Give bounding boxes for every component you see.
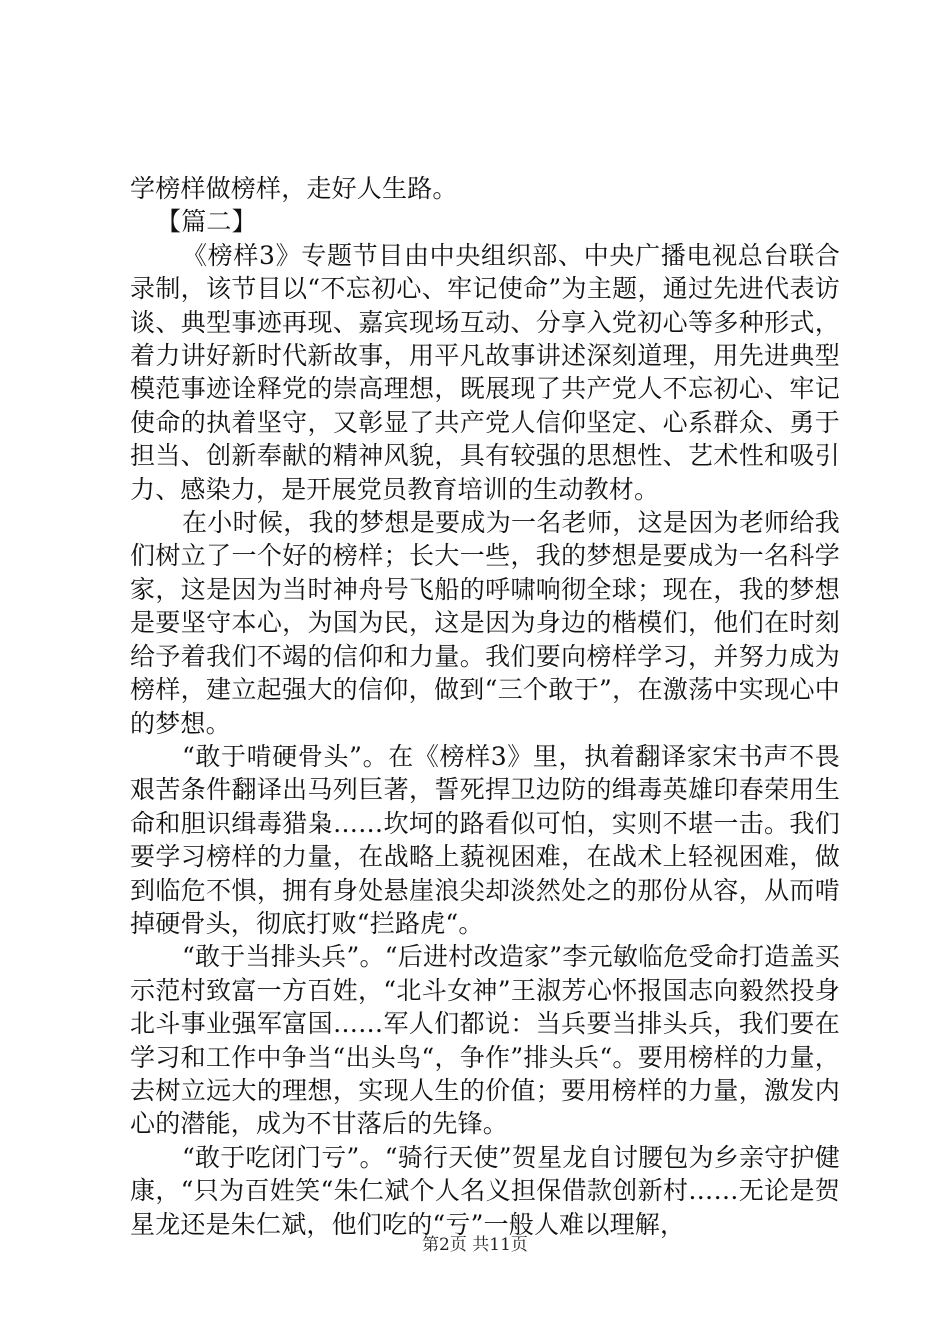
paragraph: “敢于当排头兵”。“后进村改造家”李元敏临危受命打造盖买示范村致富一方百姓，“北斗女神”王淑芳心怀报国志向毅然投身北斗事业强军富国……军人们都说：当兵要当排头兵，我们要在学习和工作中争当“出头鸟“，争作”排头兵“。要用榜样的力量，去树立远大的理想，实现人生的价值；要用榜样的力量，激发内心的潜能，成为不甘落后的先锋。 — [130, 942, 840, 1139]
section-heading: 【篇二】 — [156, 207, 257, 237]
document-body — [130, 172, 840, 1241]
paragraph: 《榜样3》专题节目由中央组织部、中央广播电视总台联合录制，该节目以“不忘初心、牢记使命”为主题，通过先进代表访谈、典型事迹再现、嘉宾现场互动、分享入党初心等多种形式，着力讲好新时代新故事，用平凡故事讲述深刻道理，用先进典型模范事迹诠释党的崇高理想，既展现了共产党人不忘初心、牢记使命的执着坚守，又彰显了共产党人信仰坚定、心系群众、勇于担当、创新奉献的精神风貌，具有较强的思想性、艺术性和吸引力、感染力，是开展党员教育培训的生动教材。 — [130, 240, 840, 504]
paragraph: 在小时候，我的梦想是要成为一名老师，这是因为老师给我们树立了一个好的榜样；长大一些，我的梦想是要成为一名科学家，这是因为当时神舟号飞船的呼啸响彻全球；现在，我的梦想是要坚守本心，为国为民，这是因为身边的楷模们，他们在时刻给予着我们不竭的信仰和力量。我们要向榜样学习，并努力成为榜样，建立起强大的信仰，做到“三个敢于”，在激荡中实现心中的梦想。 — [130, 508, 840, 738]
paragraph: “敢于吃闭门亏”。“骑行天使”贺星龙自讨腰包为乡亲守护健康，“只为百姓笑“朱仁斌个人名义担保借款创新村……无论是贺星龙还是朱仁斌，他们吃的“亏”一般人难以理解， — [130, 1142, 840, 1239]
page-number-footer: 第2页 共11页 — [422, 1235, 528, 1255]
paragraph: “敢于啃硬骨头”。在《榜样3》里，执着翻译家宋书声不畏艰苦条件翻译出马列巨著，誓死捍卫边防的缉毒英雄印春荣用生命和胆识缉毒猎枭……坎坷的路看似可怕，实则不堪一击。我们要学习榜样的力量，在战略上藐视困难，在战术上轻视困难，做到临危不惧，拥有身处悬崖浪尖却淡然处之的那份从容，从而啃掉硬骨头，彻底打败“拦路虎“。 — [130, 741, 840, 938]
paragraph-continuation: 学榜样做榜样，走好人生路。 — [130, 174, 458, 203]
